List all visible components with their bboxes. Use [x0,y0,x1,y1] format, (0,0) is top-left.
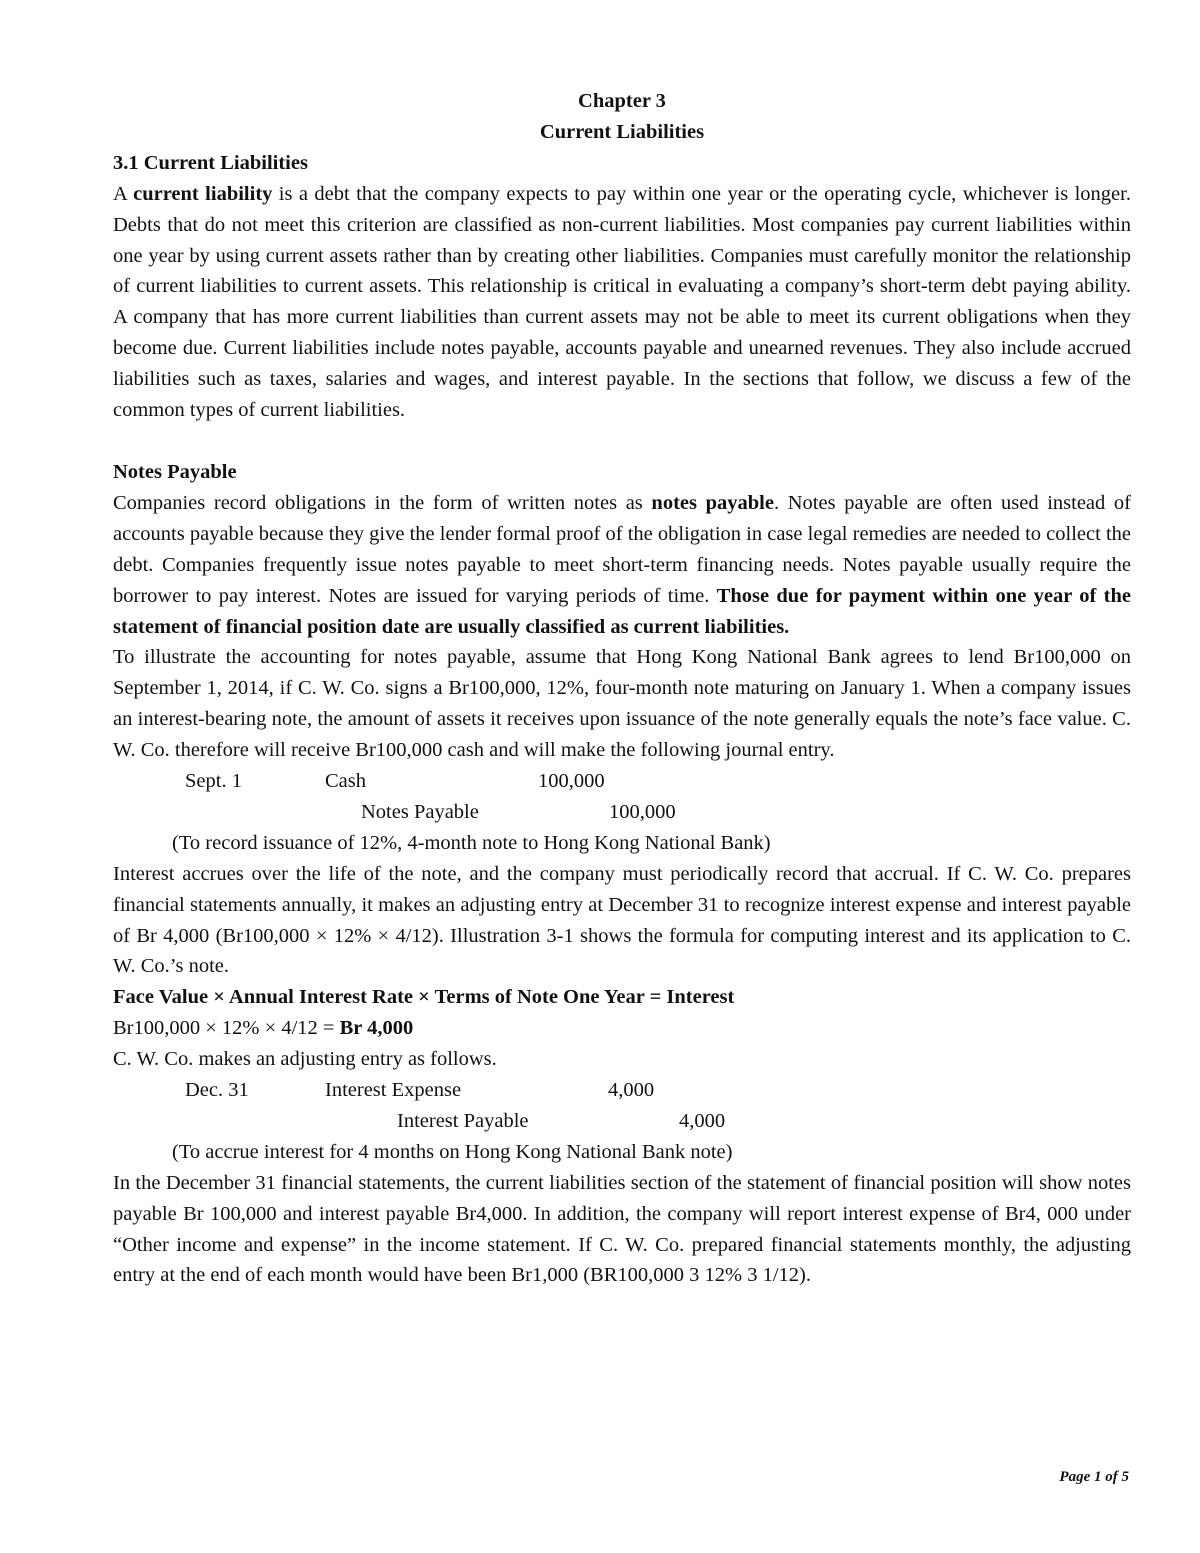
text-run: Companies record obligations in the form of written notes as [113,491,652,514]
adjusting-entry-credit-row [113,1106,1131,1137]
journal-entry-memo: (To record issuance of 12%, 4-month note to Hong Kong National Bank) [172,831,771,854]
entry-date: Dec. 31 [185,1079,249,1102]
adjusting-entry-debit-row [113,1075,1131,1106]
bold-statement: Those due for payment within one year of the statement of financial position date are usually classified as current liabilities. [113,584,1131,638]
journal-entry-debit-row [113,766,1131,797]
bold-term: current liability [133,182,273,205]
entry-date: Sept. 1 [185,770,242,793]
page-content [113,86,1131,1291]
credit-account: Interest Payable [397,1109,529,1132]
credit-account: Notes Payable [361,800,479,823]
section-heading: 3.1 Current Liabilities [113,151,308,174]
text-run: is a debt that the company expects to pay within one year or the operating cycle, whichever is longer. Debts that do not meet this criterion are classified as non-current liabilities. Most companies pay current liabilities within one year by using current assets rather than by creating other liabilities. Companies must carefully monitor the relationship of current liabilities to current assets. This relationship is critical in evaluating a company’s short-term debt paying ability. A company that has more current liabilities than current assets may not be able to meet its current obligations when they become due. Current liabilities include notes payable, accounts payable and unearned revenues. They also include accrued liabilities such as taxes, salaries and wages, and interest payable. In the sections that follow, we discuss a few of the common types of current liabilities. [113,182,1131,422]
interest-accrual-paragraph: Interest accrues over the life of the note, and the company must periodically record that accrual. If C. W. Co. prepares financial statements annually, it makes an adjusting entry at December 31 to recognize interest expense and interest payable of Br 4,000 (Br100,000 × 12% × 4/12). Illustration 3-1 shows the formula for computing interest and its application to C. W. Co.’s note. [113,862,1131,978]
text-run: Br100,000 × 12% × 4/12 = [113,1017,340,1040]
bold-term: notes payable [651,491,774,514]
paragraph-gap [113,426,1131,457]
notes-payable-heading: Notes Payable [113,460,237,483]
debit-account: Cash [325,770,366,793]
text-run: . Notes payable are often used instead of accounts payable because they give the lender formal proof of the obligation in case legal remedies are needed to collect the debt. Companies frequently issue notes payable to meet short-term financing needs. Notes payable usually require the borrower to pay interest. Notes are issued for varying periods of time. [113,491,1132,607]
chapter-title: Current Liabilities [539,120,705,143]
page-number: Page 1 of 5 [1059,1469,1129,1485]
debit-account: Interest Expense [325,1079,462,1102]
journal-entry-credit-row [113,797,1131,828]
interest-calculation [113,1013,1131,1044]
debit-amount: 100,000 [538,770,605,793]
illustration-paragraph: To illustrate the accounting for notes payable, assume that Hong Kong National Bank agrees to lend Br100,000 on September 1, 2014, if C. W. Co. signs a Br100,000, 12%, four-month note maturing on January 1. When a company issues an interest-bearing note, the amount of assets it receives upon issuance of the note generally equals the note’s face value. C. W. Co. therefore will receive Br100,000 cash and will make the following journal entry. [113,646,1131,762]
chapter-number: Chapter 3 [578,90,666,112]
credit-amount: 4,000 [679,1109,726,1132]
current-liabilities-paragraph [113,179,1131,426]
notes-payable-paragraph [113,488,1131,643]
debit-amount: 4,000 [608,1079,655,1102]
interest-formula: Face Value × Annual Interest Rate × Terms of Note One Year = Interest [113,986,735,1009]
calc-result: Br 4,000 [339,1017,414,1040]
financial-statements-paragraph: In the December 31 financial statements, the current liabilities section of the statement of financial position will show notes payable Br 100,000 and interest payable Br4,000. In addition, the company will report interest expense of Br4, 000 under “Other income and expense” in the income statement. If C. W. Co. prepared financial statements monthly, the adjusting entry at the end of each month would have been Br1,000 (BR100,000 3 12% 3 1/12). [113,1171,1131,1287]
credit-amount: 100,000 [609,800,676,823]
adjusting-entry-memo: (To accrue interest for 4 months on Hong Kong National Bank note) [172,1140,733,1163]
text-run: A [113,182,134,205]
adjusting-entry-intro: C. W. Co. makes an adjusting entry as follows. [113,1048,497,1071]
